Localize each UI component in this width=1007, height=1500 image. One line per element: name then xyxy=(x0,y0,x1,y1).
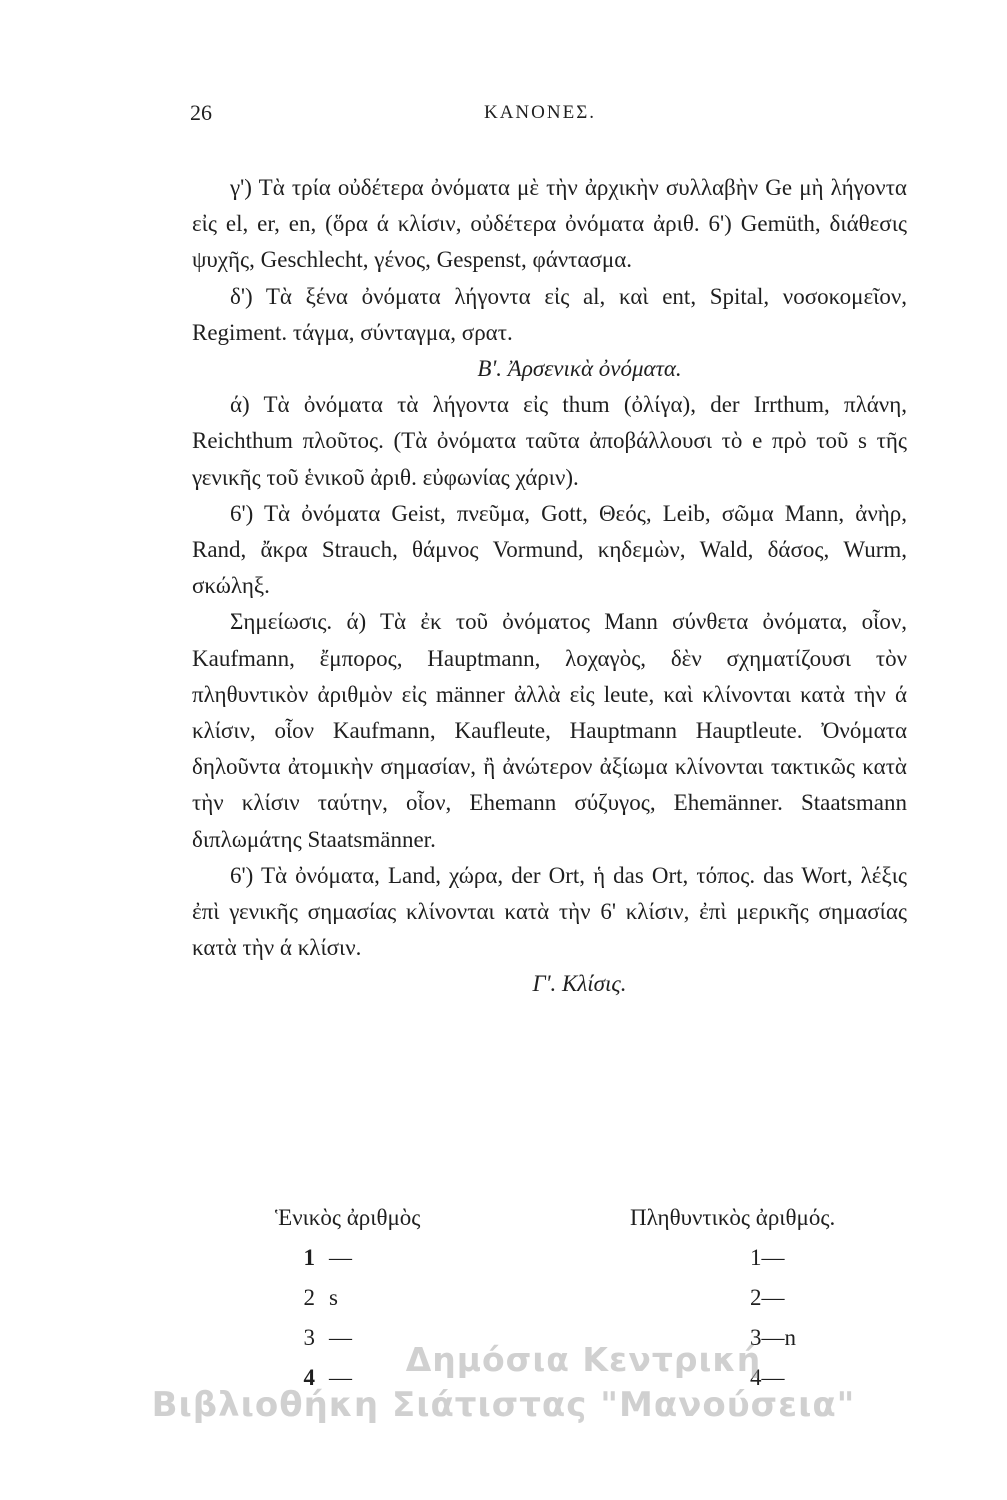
singular-row: 4 — xyxy=(303,1365,352,1390)
singular-heading: Ἑνικὸς ἀριθμὸς xyxy=(275,1205,421,1230)
page-header xyxy=(190,100,890,140)
paragraph-delta: δ') Τὰ ξένα ὀνόματα λήγοντα εἰς al, καὶ ent, Spital, νοσοκομεῖον, Regiment. τάγμα, σύνταγμα, σρατ. xyxy=(192,283,907,345)
singular-row: 1 — xyxy=(303,1245,352,1270)
plural-row: 3—n xyxy=(750,1325,796,1350)
paragraph-note-mann: Σημείωσις. ά) Τὰ ἐκ τοῦ ὀνόματος Mann σύνθετα ὀνόματα, οἷον, Kaufmann, ἔμπορος, Hauptmann, λοχαγὸς, δὲν σχηματίζουσι τὸν πληθυντικὸν ἀριθμὸν εἰς männer ἀλλὰ εἰς leute, καὶ κλίνονται κατὰ τὴν ά κλίσιν, οἷον Kaufmann, Kaufleute, Hauptmann Hauptleute. Ὀνόματα δηλοῦντα ἀτομικὴν σημασίαν, ἢ ἀνώτερον ἀξίωμα κλίνονται τακτικῶς κατὰ τὴν κλίσιν ταύτην, οἷον, Ehemann σύζυγος, Ehemänner. Staatsmann διπλωμάτης Staatsmänner. xyxy=(192,609,907,852)
plural-row: 4— xyxy=(750,1365,785,1390)
library-watermark-line1: Δημόσια Κεντρική xyxy=(405,1340,762,1379)
plural-heading: Πληθυντικὸς ἀριθμός. xyxy=(630,1205,836,1230)
paragraph-b-geist: 6') Τὰ ὀνόματα Geist, πνεῦμα, Gott, Θεός, Leib, σῶμα Mann, ἀνὴρ, Rand, ἄκρα Strauch, θάμνος Vormund, κηδεμὼν, Wald, δάσος, Wurm, σκώληξ. xyxy=(192,500,907,599)
plural-row: 2— xyxy=(750,1285,785,1310)
singular-row: 2 s xyxy=(303,1285,338,1310)
subheading-declension: Γ'. Κλίσις. xyxy=(532,971,627,997)
body-text xyxy=(192,170,907,1003)
singular-row: 3 — xyxy=(303,1325,352,1350)
plural-row: 1— xyxy=(750,1245,785,1270)
page-number: 26 xyxy=(190,100,212,125)
subheading-masculine: Β'. Ἀρσενικὰ ὀνόματα. xyxy=(477,356,682,382)
library-watermark-line2: Βιβλιοθήκη Σιάτιστας "Μανούσεια" xyxy=(151,1385,856,1425)
paragraph-b-land: 6') Τὰ ὀνόματα, Land, χώρα, der Ort, ἡ das Ort, τόπος. das Wort, λέξις ἐπὶ γενικῆς σημασίας κλίνονται κατὰ τὴν 6' κλίσιν, ἐπὶ μερικῆς σημασίας κατὰ τὴν ά κλίσιν. xyxy=(192,862,907,961)
paragraph-a-thum: ά) Τὰ ὀνόματα τὰ λήγοντα εἰς thum (ὀλίγα), der Irrthum, πλάνη, Reichthum πλοῦτος. (Τὰ ὀνόματα ταῦτα ἀποβάλλουσι τὸ e πρὸ τοῦ s τῆς γενικῆς τοῦ ἑνικοῦ ἀριθ. εὐφωνίας χάριν). xyxy=(192,392,907,490)
paragraph-gamma: γ') Τὰ τρία οὐδέτερα ὀνόματα μὲ τὴν ἀρχικὴν συλλαβὴν Ge μὴ λήγοντα εἰς el, er, en, (ὅρα ά κλίσιν, οὐδέτερα ὀνόματα ἀριθ. 6') Gemüth, διάθεσις ψυχῆς, Geschlecht, γένος, Gespenst, φάντασμα. xyxy=(192,175,907,273)
running-head: ΚΑΝΟΝΕΣ. xyxy=(483,102,597,123)
